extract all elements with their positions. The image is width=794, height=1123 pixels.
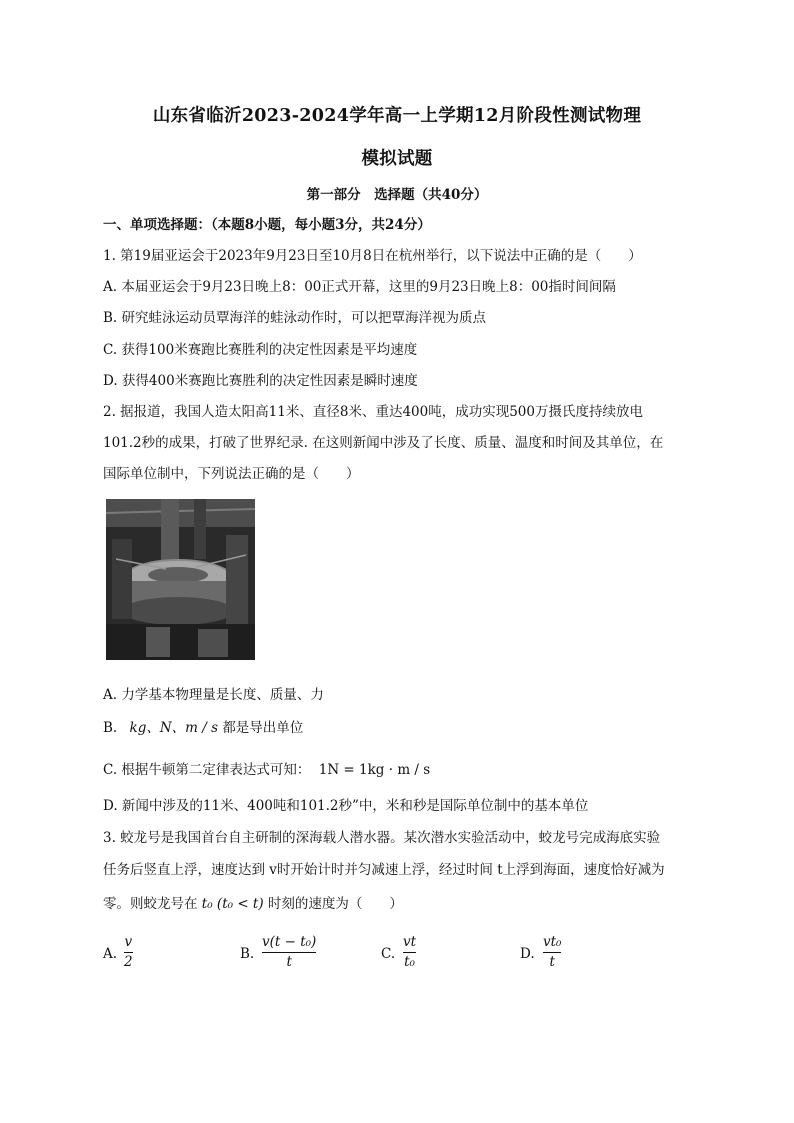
q3-option-a-fraction [124, 934, 133, 971]
q2-option-c [103, 758, 430, 778]
q3-stem-line1: 3. 蛟龙号是我国首台自主研制的深海载人潜水器。某次潜水实验活动中，蛟龙号完成海底实验 [103, 830, 661, 846]
q2-option-c-text: C. 根据牛顿第二定律表达式可知： [103, 762, 311, 778]
q3-option-a-label: A. [103, 946, 118, 962]
fraction-bar [262, 952, 316, 953]
fraction-bar [124, 952, 133, 953]
q3-option-d-label: D. [520, 946, 535, 962]
q3-option-a-den: 2 [124, 953, 133, 970]
q3-option-d-num: vt₀ [543, 934, 562, 950]
q3-option-c-fraction [403, 934, 416, 971]
q3-option-a-num: v [124, 934, 133, 950]
q1-stem: 1. 第19届亚运会于2023年9月23日至10月8日在杭州举行，以下说法中正确的是（ ） [103, 248, 642, 264]
q2-stem-line2: 101.2秒的成果，打破了世界纪录. 在这则新闻中涉及了长度、质量、温度和时间及其单位，在 [103, 435, 664, 451]
q3-stem-line3-post: 时刻的速度为（ ） [267, 896, 403, 912]
q3-stem-line3 [103, 892, 403, 912]
q2-option-b-units: kg、N、m / s [129, 720, 219, 736]
q3-option-c-den: t₀ [404, 953, 415, 970]
q3-option-b-num: v(t − t₀) [262, 934, 317, 950]
fusion-reactor-illustration [106, 499, 255, 660]
q3-stem-line2: 任务后竖直上浮，速度达到 v时开始计时并匀减速上浮，经过时间 t上浮到海面，速度恰好减为 [103, 862, 665, 878]
exam-title-line1: 山东省临沂2023-2024学年高一上学期12月阶段性测试物理 [152, 106, 642, 126]
q3-option-d-den: t [549, 953, 555, 970]
section-heading: 一、单项选择题：（本题8小题，每小题3分，共24分） [103, 217, 431, 233]
part-heading: 第一部分 选择题（共40分） [306, 187, 488, 203]
q2-stem-line3: 国际单位制中，下列说法正确的是（ ） [103, 466, 360, 482]
q3-option-b-fraction [262, 934, 316, 971]
q3-stem-line3-cond: t₀ (t₀ < t) [201, 896, 264, 912]
q1-option-c: C. 获得100米赛跑比赛胜利的决定性因素是平均速度 [103, 342, 418, 358]
q3-option-c-label: C. [381, 946, 396, 962]
q3-option-b-label: B. [240, 946, 255, 962]
q2-option-a: A. 力学基本物理量是长度、质量、力 [103, 687, 324, 703]
q3-option-c-num: vt [403, 934, 417, 950]
q3-stem-line3-pre: 零。则蛟龙号在 [103, 896, 198, 912]
q2-option-c-formula: 1N = 1kg · m / s [318, 762, 431, 778]
q2-option-d: D. 新闻中涉及的11米、400吨和101.2秒”中，米和秒是国际单位制中的基本单位 [103, 798, 589, 814]
q2-option-b [103, 716, 303, 736]
q1-option-d: D. 获得400米赛跑比赛胜利的决定性因素是瞬时速度 [103, 373, 418, 389]
exam-title-line2: 模拟试题 [361, 149, 433, 169]
fraction-bar [403, 952, 416, 953]
fusion-reactor-photo [106, 499, 255, 660]
q3-option-b-den: t [286, 953, 292, 970]
q3-option-d-fraction [543, 934, 561, 971]
q1-option-a: A. 本届亚运会于9月23日晚上8：00正式开幕，这里的9月23日晚上8：00指时间间隔 [103, 279, 616, 295]
q2-stem-line1: 2. 据报道，我国人造太阳高11米、直径8米、重达400吨，成功实现500万摄氏度持续放电 [103, 404, 643, 420]
q2-option-b-text: 都是导出单位 [222, 720, 304, 736]
q2-option-b-label: B. [103, 720, 118, 736]
q1-option-b: B. 研究蛙泳运动员覃海洋的蛙泳动作时，可以把覃海洋视为质点 [103, 310, 487, 326]
fraction-bar [543, 952, 561, 953]
